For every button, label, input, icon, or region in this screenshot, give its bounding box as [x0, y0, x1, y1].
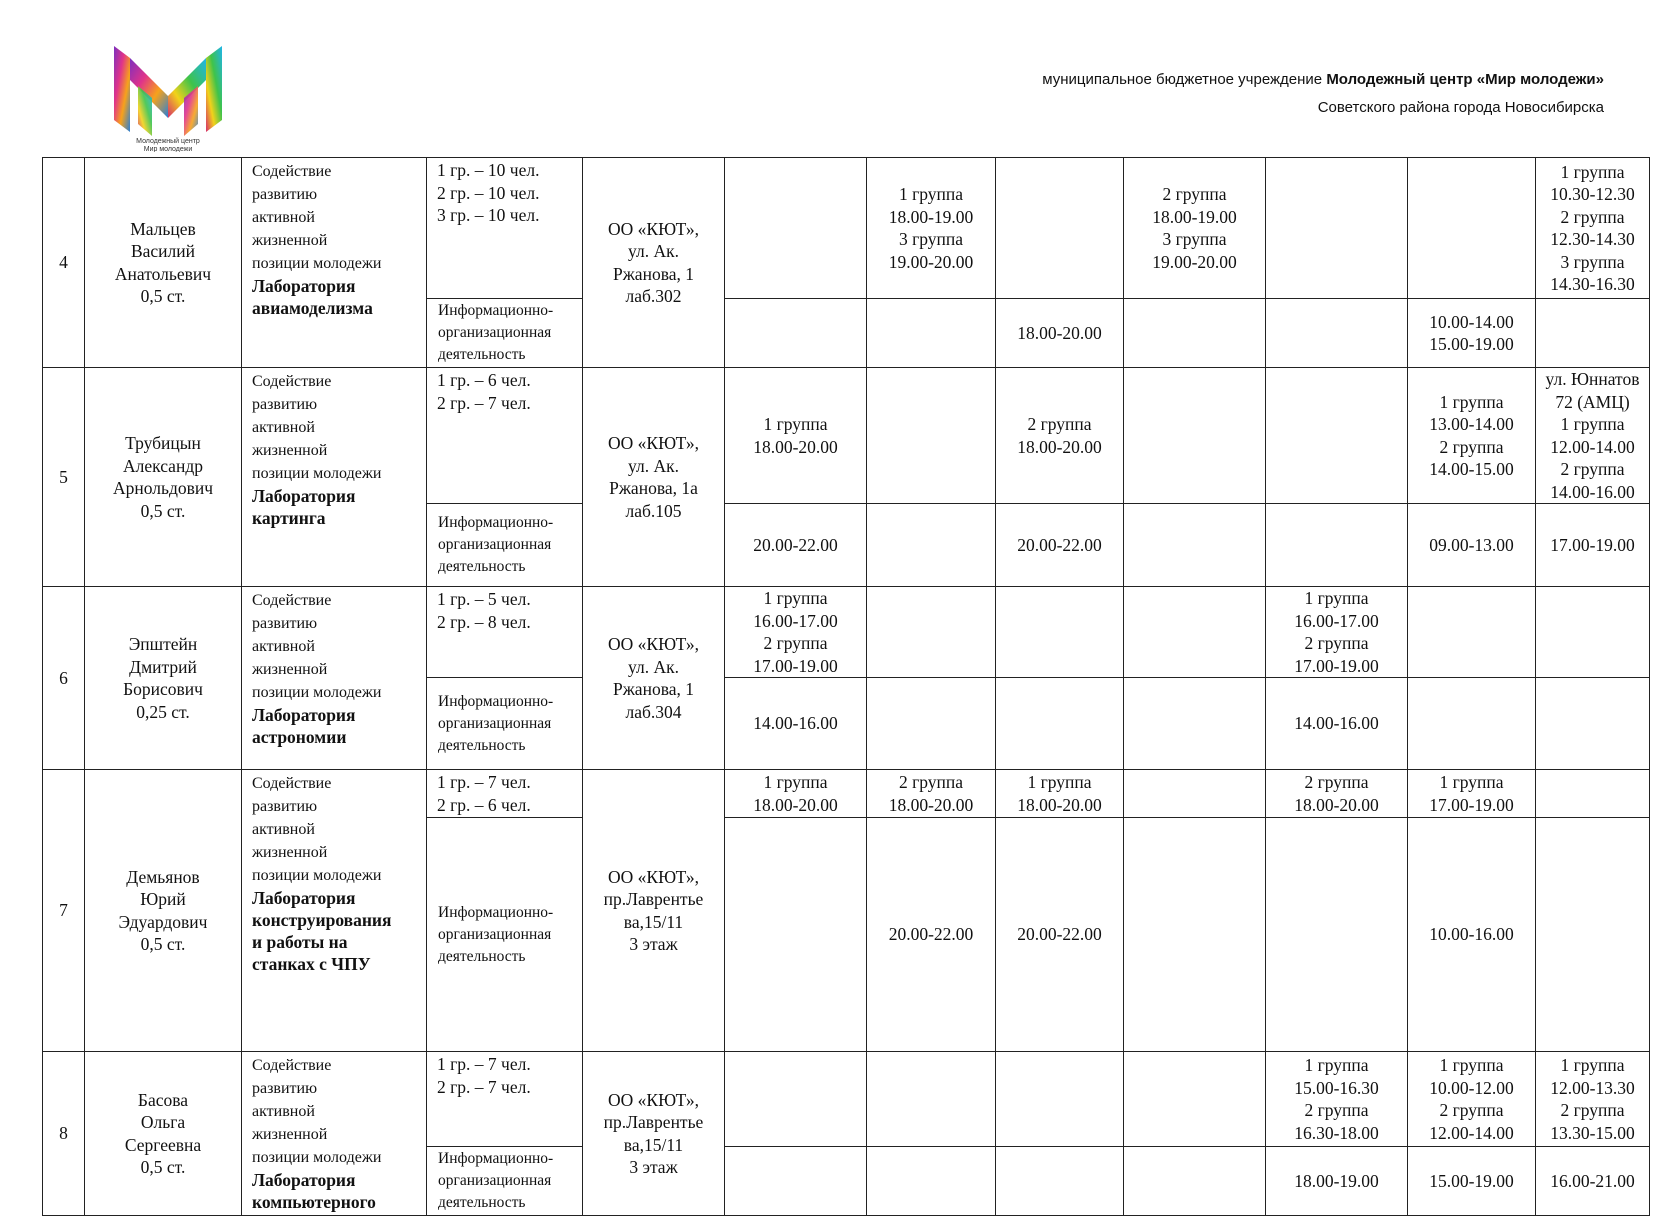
table-row — [43, 158, 1650, 299]
teacher-name: Демьянов Юрий Эдуардович 0,5 ст. — [85, 770, 242, 1052]
table-row — [43, 368, 1650, 504]
info-schedule-cell — [867, 504, 996, 587]
schedule-cell: 1 группа 16.00-17.00 2 группа 17.00-19.00 — [725, 587, 867, 678]
activity-purpose: Содействие развитию активной жизненной позиции молодежи — [252, 775, 382, 884]
activity-purpose: Содействие развитию активной жизненной позиции молодежи — [252, 373, 382, 482]
schedule-cell: ул. Юннатов 72 (АМЦ) 1 группа 12.00-14.00 2 группа 14.00-16.00 — [1536, 368, 1650, 504]
row-number: 4 — [43, 158, 85, 368]
activity-purpose: Содействие развитию активной жизненной позиции молодежи — [252, 592, 382, 701]
schedule-cell: 1 группа 18.00-20.00 — [725, 368, 867, 504]
info-schedule-cell: 20.00-22.00 — [996, 818, 1124, 1052]
location: ОО «КЮТ», ул. Ак. Ржанова, 1 лаб.304 — [583, 587, 725, 770]
organization-name: муниципальное бюджетное учреждение Молодежный центр «Мир молодежи» — [1042, 71, 1604, 88]
info-schedule-cell — [1266, 299, 1408, 368]
info-schedule-cell — [867, 299, 996, 368]
schedule-cell — [1408, 158, 1536, 299]
info-schedule-cell — [1266, 504, 1408, 587]
info-schedule-cell — [1124, 504, 1266, 587]
info-schedule-cell: 18.00-20.00 — [996, 299, 1124, 368]
info-schedule-cell — [867, 678, 996, 770]
row-number: 6 — [43, 587, 85, 770]
info-schedule-cell: 20.00-22.00 — [867, 818, 996, 1052]
svg-text:Молодежный центр: Молодежный центр — [136, 138, 200, 145]
organization-district: Советского района города Новосибирска — [1317, 99, 1604, 116]
laboratory-name: Лаборатория компьютерного — [252, 1170, 376, 1212]
info-schedule-cell: 10.00-14.00 15.00-19.00 — [1408, 299, 1536, 368]
info-schedule-cell — [996, 678, 1124, 770]
info-schedule-cell: 20.00-22.00 — [725, 504, 867, 587]
schedule-cell — [1536, 770, 1650, 818]
location: ОО «КЮТ», пр.Лаврентье ва,15/11 3 этаж — [583, 770, 725, 1052]
schedule-cell — [867, 1052, 996, 1147]
info-schedule-cell — [1124, 1147, 1266, 1216]
laboratory-name: Лаборатория картинга — [252, 486, 356, 528]
info-activity-label: Информационно- организационная деятельность — [427, 299, 583, 368]
schedule-cell: 2 группа 18.00-20.00 — [867, 770, 996, 818]
info-activity-label: Информационно- организационная деятельность — [427, 1147, 583, 1216]
info-activity-label: Информационно- организационная деятельность — [427, 504, 583, 587]
table-row — [43, 770, 1650, 818]
group-sizes: 1 гр. – 10 чел. 2 гр. – 10 чел. 3 гр. – 10 чел. — [427, 158, 583, 299]
table-row — [43, 587, 1650, 678]
group-sizes: 1 гр. – 6 чел. 2 гр. – 7 чел. — [427, 368, 583, 504]
info-schedule-cell: 09.00-13.00 — [1408, 504, 1536, 587]
laboratory-name: Лаборатория астрономии — [252, 705, 356, 747]
schedule-cell — [725, 1052, 867, 1147]
info-schedule-cell — [867, 1147, 996, 1216]
schedule-cell — [1536, 587, 1650, 678]
group-sizes: 1 гр. – 5 чел. 2 гр. – 8 чел. — [427, 587, 583, 678]
schedule-cell: 2 группа 18.00-19.00 3 группа 19.00-20.00 — [1124, 158, 1266, 299]
info-schedule-cell: 14.00-16.00 — [1266, 678, 1408, 770]
info-schedule-cell — [1124, 818, 1266, 1052]
info-schedule-cell — [1536, 299, 1650, 368]
row-number: 5 — [43, 368, 85, 587]
schedule-cell — [1124, 770, 1266, 818]
info-schedule-cell: 16.00-21.00 — [1536, 1147, 1650, 1216]
schedule-cell: 1 группа 13.00-14.00 2 группа 14.00-15.00 — [1408, 368, 1536, 504]
teacher-name: Трубицын Александр Арнольдович 0,5 ст. — [85, 368, 242, 587]
schedule-cell: 1 группа 15.00-16.30 2 группа 16.30-18.00 — [1266, 1052, 1408, 1147]
schedule-cell — [1408, 587, 1536, 678]
schedule-cell — [1266, 158, 1408, 299]
activity-cell — [242, 368, 427, 587]
teacher-name: Мальцев Василий Анатольевич 0,5 ст. — [85, 158, 242, 368]
schedule-cell: 1 группа 10.30-12.30 2 группа 12.30-14.30 3 группа 14.30-16.30 — [1536, 158, 1650, 299]
laboratory-name: Лаборатория конструирования и работы на станках с ЧПУ — [252, 888, 392, 974]
svg-text:Мир молодежи: Мир молодежи — [143, 146, 193, 152]
row-number: 8 — [43, 1052, 85, 1216]
schedule-cell — [996, 158, 1124, 299]
activity-purpose: Содействие развитию активной жизненной позиции молодежи — [252, 1057, 382, 1166]
activity-cell — [242, 770, 427, 1052]
info-schedule-cell — [1408, 678, 1536, 770]
info-schedule-cell: 10.00-16.00 — [1408, 818, 1536, 1052]
schedule-cell: 2 группа 18.00-20.00 — [1266, 770, 1408, 818]
group-sizes: 1 гр. – 7 чел. 2 гр. – 6 чел. — [427, 770, 583, 818]
location: ОО «КЮТ», пр.Лаврентье ва,15/11 3 этаж — [583, 1052, 725, 1216]
info-schedule-cell: 17.00-19.00 — [1536, 504, 1650, 587]
schedule-cell — [725, 158, 867, 299]
schedule-cell: 1 группа 12.00-13.30 2 группа 13.30-15.00 — [1536, 1052, 1650, 1147]
info-schedule-cell: 15.00-19.00 — [1408, 1147, 1536, 1216]
info-schedule-cell — [1124, 678, 1266, 770]
schedule-cell — [996, 1052, 1124, 1147]
info-schedule-cell — [725, 1147, 867, 1216]
organization-header — [1042, 66, 1604, 122]
schedule-cell: 2 группа 18.00-20.00 — [996, 368, 1124, 504]
schedule-cell — [867, 368, 996, 504]
activity-cell — [242, 1052, 427, 1216]
schedule-body — [43, 158, 1650, 1216]
teacher-name: Басова Ольга Сергеевна 0,5 ст. — [85, 1052, 242, 1216]
info-schedule-cell — [725, 818, 867, 1052]
schedule-table — [42, 157, 1650, 1216]
info-schedule-cell — [1266, 818, 1408, 1052]
schedule-cell — [1266, 368, 1408, 504]
schedule-cell — [1124, 368, 1266, 504]
row-number: 7 — [43, 770, 85, 1052]
schedule-cell: 1 группа 17.00-19.00 — [1408, 770, 1536, 818]
info-activity-label: Информационно- организационная деятельность — [427, 818, 583, 1052]
info-schedule-cell — [1124, 299, 1266, 368]
info-activity-label: Информационно- организационная деятельность — [427, 678, 583, 770]
schedule-cell — [996, 587, 1124, 678]
activity-cell — [242, 158, 427, 368]
location: ОО «КЮТ», ул. Ак. Ржанова, 1 лаб.302 — [583, 158, 725, 368]
schedule-cell: 1 группа 10.00-12.00 2 группа 12.00-14.00 — [1408, 1052, 1536, 1147]
schedule-cell — [867, 587, 996, 678]
schedule-cell: 1 группа 18.00-19.00 3 группа 19.00-20.00 — [867, 158, 996, 299]
location: ОО «КЮТ», ул. Ак. Ржанова, 1а лаб.105 — [583, 368, 725, 587]
table-row — [43, 1052, 1650, 1147]
laboratory-name: Лаборатория авиамоделизма — [252, 276, 373, 318]
schedule-cell — [1124, 1052, 1266, 1147]
info-schedule-cell — [725, 299, 867, 368]
info-schedule-cell — [1536, 678, 1650, 770]
schedule-cell: 1 группа 16.00-17.00 2 группа 17.00-19.00 — [1266, 587, 1408, 678]
logo — [108, 40, 228, 152]
info-schedule-cell: 14.00-16.00 — [725, 678, 867, 770]
group-sizes: 1 гр. – 7 чел. 2 гр. – 7 чел. — [427, 1052, 583, 1147]
schedule-cell: 1 группа 18.00-20.00 — [725, 770, 867, 818]
info-schedule-cell: 20.00-22.00 — [996, 504, 1124, 587]
activity-purpose: Содействие развитию активной жизненной позиции молодежи — [252, 163, 382, 272]
schedule-cell: 1 группа 18.00-20.00 — [996, 770, 1124, 818]
info-schedule-cell: 18.00-19.00 — [1266, 1147, 1408, 1216]
info-schedule-cell — [996, 1147, 1124, 1216]
info-schedule-cell — [1536, 818, 1650, 1052]
schedule-cell — [1124, 587, 1266, 678]
activity-cell — [242, 587, 427, 770]
teacher-name: Эпштейн Дмитрий Борисович 0,25 ст. — [85, 587, 242, 770]
